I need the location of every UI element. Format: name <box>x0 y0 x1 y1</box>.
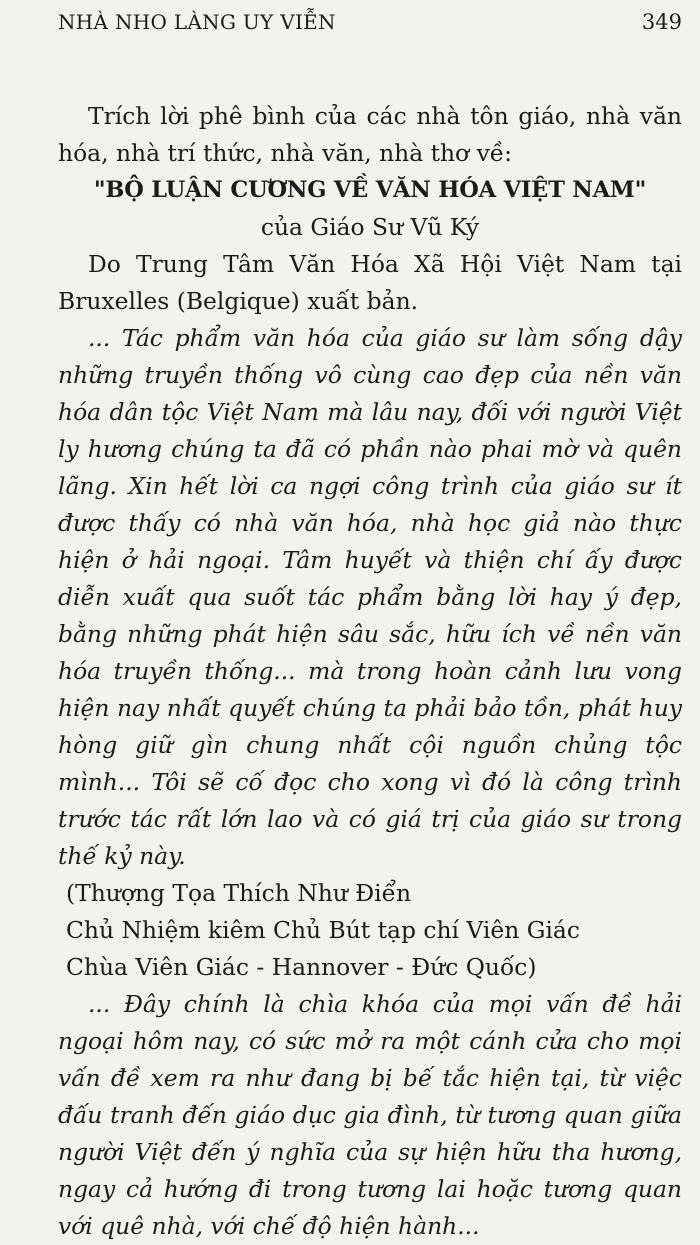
review-quote-2: ... Đây chính là chìa khóa của mọi vấn đề hải ngoại hôm nay, có sức mở ra một cánh cửa cho mọi vấn đề xem ra như đang bị bế tắc hiện tại, từ việc đấu tranh đến giáo dục gia đình, từ tương quan giữa người Việt đến ý nghĩa của sự hiện hữu tha hương, ngay cả hướng đi trong tương lai hoặc tương quan với quê nhà, với chế độ hiện hành... <box>58 990 682 1240</box>
intro-paragraph: Trích lời phê bình của các nhà tôn giáo, nhà văn hóa, nhà trí thức, nhà văn, nhà thơ về: <box>58 102 682 167</box>
publisher-paragraph: Do Trung Tâm Văn Hóa Xã Hội Việt Nam tại Bruxelles (Belgique) xuất bản. <box>58 250 682 315</box>
body-text <box>58 98 682 1245</box>
running-title: NHÀ NHO LÀNG UY VIỄN <box>58 10 336 34</box>
book-author: của Giáo Sư Vũ Ký <box>260 213 480 241</box>
signature-line-3: Chùa Viên Giác - Hannover - Đức Quốc) <box>66 953 537 981</box>
review-quote-1: ... Tác phẩm văn hóa của giáo sư làm sống dậy những truyền thống vô cùng cao đẹp của nền văn hóa dân tộc Việt Nam mà lâu nay, đối với người Việt ly hương chúng ta đã có phần nào phai mờ và quên lãng. Xin hết lời ca ngợi công trình của giáo sư ít được thấy có nhà văn hóa, nhà học giả nào thực hiện ở hải ngoại. Tâm huyết và thiện chí ấy được diễn xuất qua suốt tác phẩm bằng lời hay ý đẹp, bằng những phát hiện sâu sắc, hữu ích về nền văn hóa truyền thống... mà trong hoàn cảnh lưu vong hiện nay nhất quyết chúng ta phải bảo tồn, phát huy hòng giữ gìn chung nhất cội nguồn chủng tộc mình... Tôi sẽ cố đọc cho xong vì đó là công trình trước tác rất lớn lao và có giá trị của giáo sư trong thế kỷ này. <box>58 324 682 870</box>
signature-line-1: (Thượng Tọa Thích Như Điển <box>66 879 412 907</box>
page-number: 349 <box>641 10 682 34</box>
signature-line-2: Chủ Nhiệm kiêm Chủ Bút tạp chí Viên Giác <box>66 916 580 944</box>
book-title: "BỘ LUẬN CƯƠNG VỀ VĂN HÓA VIỆT NAM" <box>93 177 647 203</box>
running-header <box>58 10 682 54</box>
